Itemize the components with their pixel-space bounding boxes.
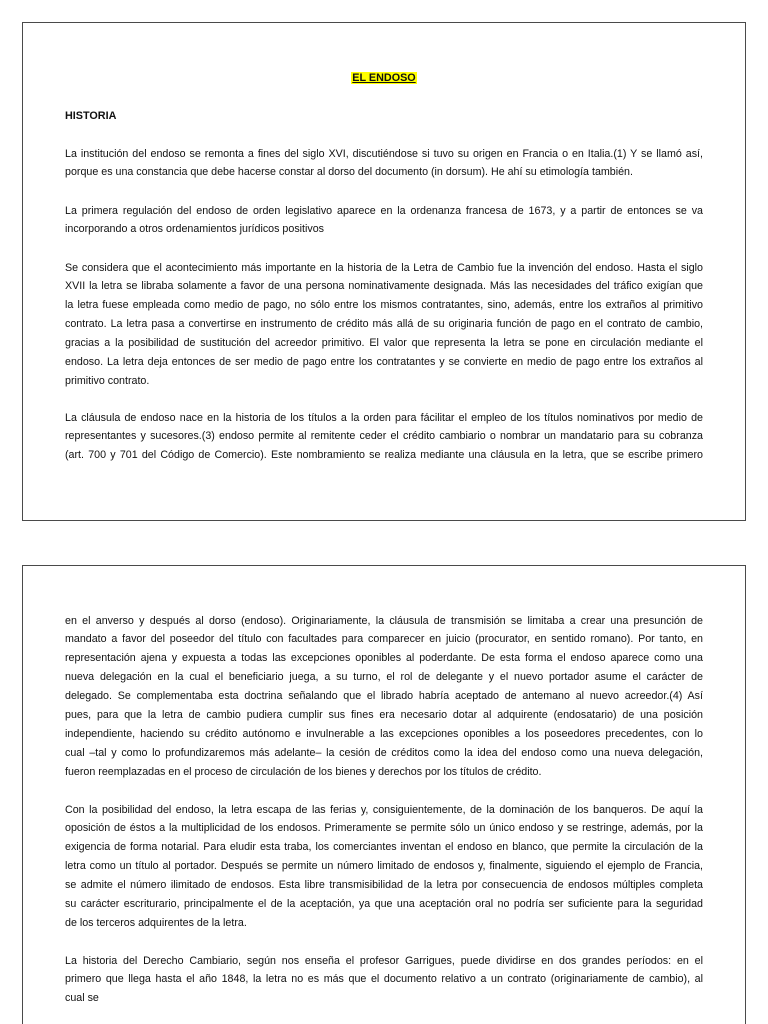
paragraph-line: Con la posibilidad del endoso, la letra escapa de las ferias y, consiguientemente, de la dominación de los banqueros. De aquí la <box>65 803 703 816</box>
paragraph-line: La historia del Derecho Cambiario, según nos enseña el profesor Garrigues, puede dividirse en dos grandes períodos: en el <box>65 954 703 967</box>
paragraph-line: cual –tal y como lo profundizaremos más adelante– la cesión de créditos como la idea del endoso como una nueva delegación, <box>65 746 703 759</box>
paragraph-line: La institución del endoso se remonta a fines del siglo XVI, discutiéndose si tuvo su origen en Francia o en Italia.(1) Y se llamó así, <box>65 147 703 160</box>
paragraph-line: La primera regulación del endoso de orden legislativo aparece en la ordenanza francesa de 1673, y a partir de entonces se va <box>65 204 703 217</box>
paragraph-line: primero que llega hasta el año 1848, la letra no es más que el documento relativo a un contrato (originariamente de cambio), al <box>65 973 703 986</box>
paragraph <box>65 612 703 782</box>
paragraph <box>65 145 703 183</box>
paragraph-line: primitivo contrato. <box>65 374 150 387</box>
paragraph-line: pues, para que la letra de cambio pudiera cumplir sus fines era necesario dotar al adquirente (endosatario) de una posición <box>65 708 703 721</box>
paragraph-line: independiente, haciendo su crédito autónomo e invulnerable a las excepciones oponibles a los poseedores precedentes, con lo <box>65 727 703 740</box>
paragraph <box>65 202 703 240</box>
paragraph-line: fueron reemplazadas en el proceso de circulación de los bienes y derechos por los títulos de crédito. <box>65 765 542 778</box>
paragraph-line: contrato. La letra pasa a convertirse en instrumento de crédito más allá de su originaria función de pago en el contrato de cambio, <box>65 318 703 331</box>
paragraph-line: La cláusula de endoso nace en la historia de los títulos a la orden para fácilitar el empleo de los títulos nominativos por medio de <box>65 411 703 424</box>
paragraph <box>65 801 703 933</box>
section-heading: HISTORIA <box>65 110 117 122</box>
paragraph-line: exigencia de forma notarial. Para eludir esta traba, los comerciantes inventan el endoso en blanco, que permite la circulación de la <box>65 841 703 854</box>
paragraph <box>65 409 703 466</box>
paragraph-line: Se considera que el acontecimiento más importante en la historia de la Letra de Cambio fue la invención del endoso. Hasta el siglo <box>65 261 703 274</box>
paragraph-line: incorporando a otros ordenamientos jurídicos positivos <box>65 223 325 236</box>
document-page-1 <box>22 22 746 521</box>
paragraph-line: de los terceros adquirentes de la letra. <box>65 916 247 929</box>
paragraph-line: mandato a favor del poseedor del título con facultades para comparecer en juicio (procurator, en sentido romano). Por tanto, en <box>65 633 703 646</box>
paragraph-line: gracias a la posibilidad de sustitución del acreedor primitivo. El valor que representa la letra se pone en circulación mediante el <box>65 337 703 350</box>
paragraph-line: la letra fuese empleada como medio de pago, no sólo entre los mismos contratantes, sino, además, entre los extraños al primitivo <box>65 299 703 312</box>
paragraph-line: oposición de éstos a la multiplicidad de los endosos. Primeramente se permite sólo un único endoso y se restringe, además, por la <box>65 822 703 835</box>
paragraph-line: su carácter escriturario, principalmente el de la aceptación, ya que una aceptación oral no podría ser suficiente para la seguridad <box>65 897 703 910</box>
paragraph-line: en el anverso y después al dorso (endoso). Originariamente, la cláusula de transmisión se limitaba a crear una presunción de <box>65 614 703 627</box>
paragraph-line: representantes y sucesores.(3) endoso permite al remitente ceder el crédito cambiario o nombrar un mandatario para su cobranza <box>65 430 703 443</box>
paragraph-line: (art. 700 y 701 del Código de Comercio). Este nombramiento se realiza mediante una cláusula en la letra, que se escribe primero <box>65 449 703 462</box>
paragraph <box>65 259 703 391</box>
paragraph-line: representación ajena y expuesta a todas las excepciones oponibles al poderdante. De esta forma el endoso aparece como una <box>65 652 703 665</box>
title-row <box>23 69 745 87</box>
paragraph-line: endoso. La letra deja entonces de ser medio de pago entre los contratantes y se convierte en medio de pago entre los extraños al <box>65 355 703 368</box>
paragraph-line: nueva delegación en la cual el beneficiario juega, a su turno, el rol de delegante y el nuevo portador asume el carácter de <box>65 671 703 684</box>
paragraph-line: letra como un título al portador. Después se permite un número limitado de endosos y, finalmente, siguiendo el ejemplo de Francia, <box>65 860 703 873</box>
document-title: EL ENDOSO <box>352 72 416 84</box>
paragraph-line: porque es una constancia que debe hacerse constar al dorso del documento (in dorsum). He ahí su etimología también. <box>65 166 633 179</box>
paragraph-line: XVII la letra se libraba solamente a favor de una persona nominativamente designada. Más las necesidades del tráfico exigían que <box>65 280 703 293</box>
paragraph <box>65 952 703 1009</box>
paragraph-line: cual se <box>65 992 99 1005</box>
document-page-2 <box>22 565 746 1024</box>
paragraph-line: se admite el número ilimitado de endosos. Esta libre transmisibilidad de la letra por consecuencia de endosos múltiples completa <box>65 879 703 892</box>
paragraph-line: delegado. Se complementaba esta doctrina señalando que el librado habría aceptado de antemano al nuevo acreedor.(4) Así <box>65 690 703 703</box>
